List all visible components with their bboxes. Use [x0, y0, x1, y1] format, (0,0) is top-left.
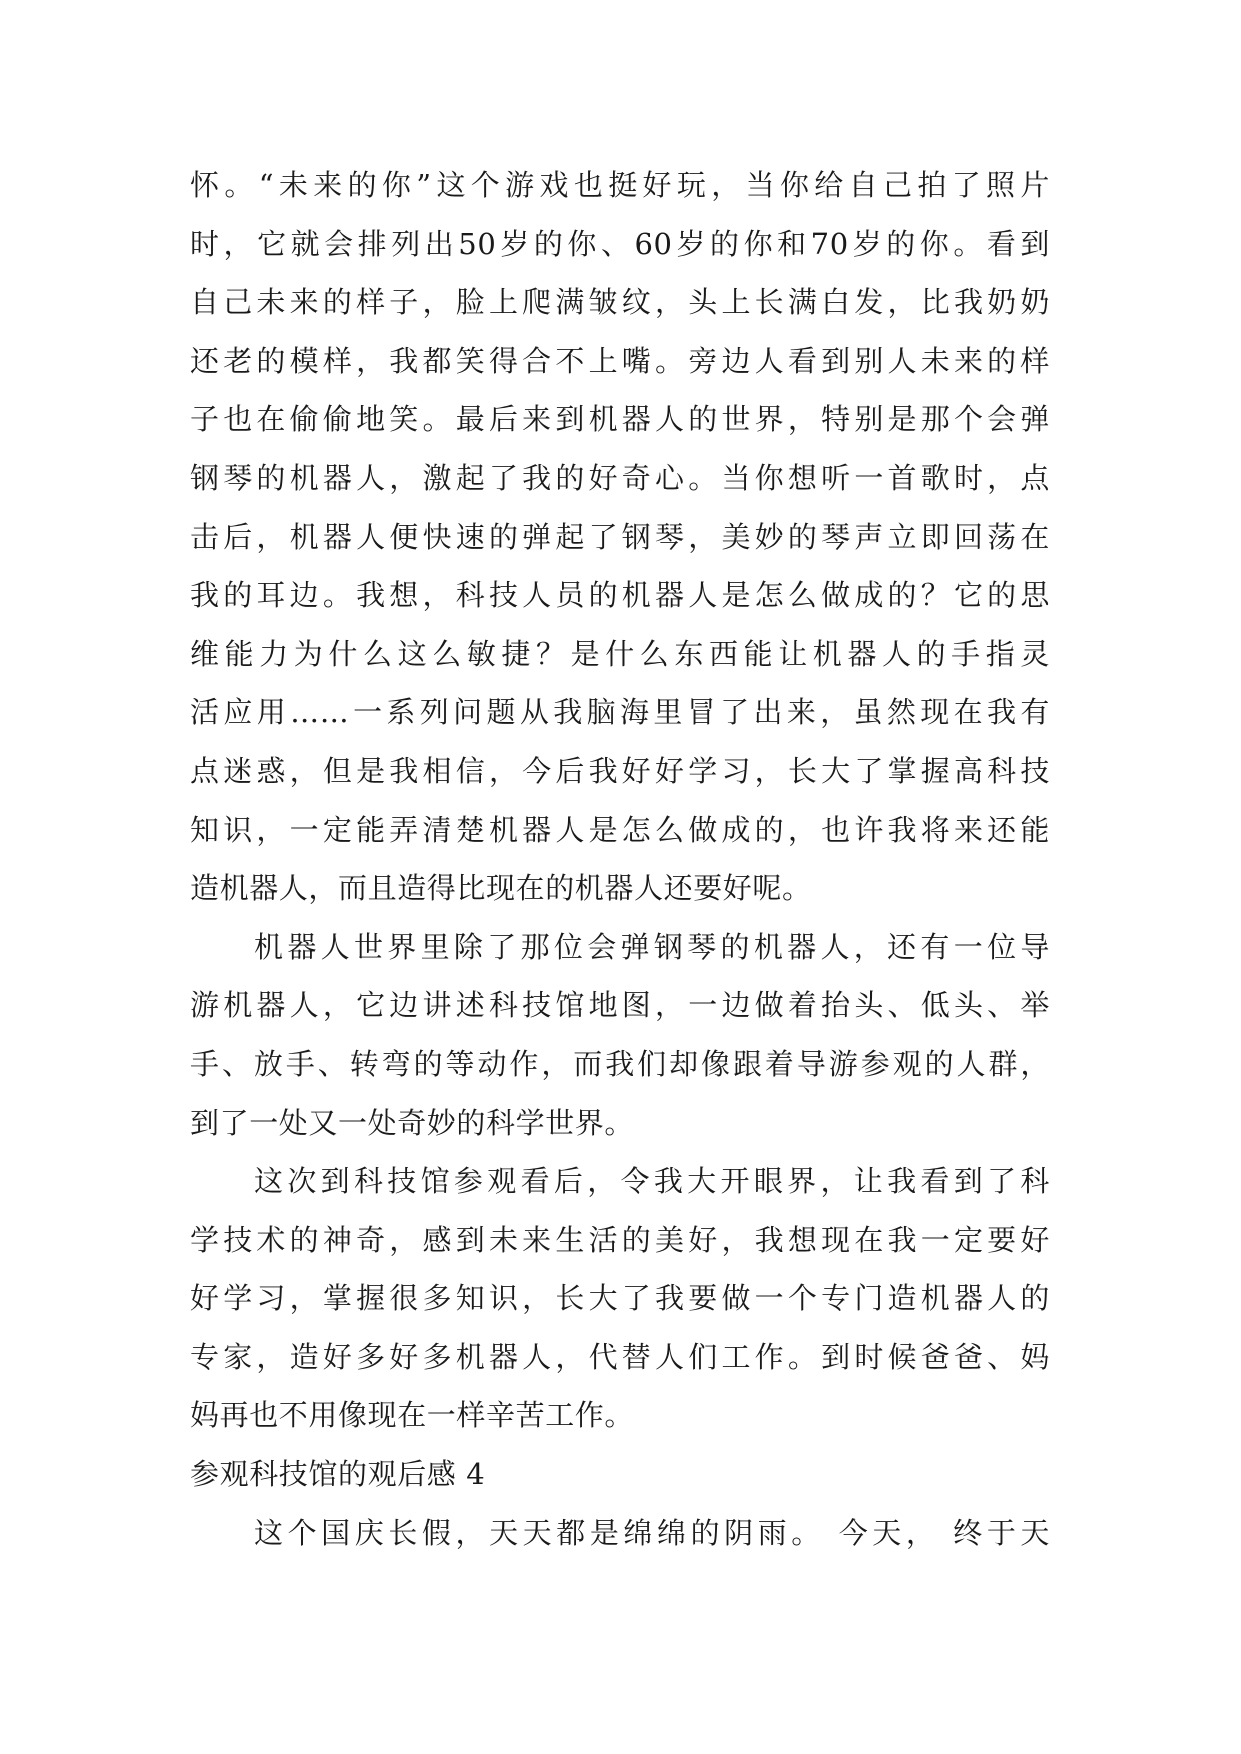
- text-line: 知识，一定能弄清楚机器人是怎么做成的，也许我将来还能: [190, 812, 1050, 847]
- text-line: 手、放手、转弯的等动作，而我们却像跟着导游参观的人群，: [190, 1046, 1050, 1081]
- text-line: 自己未来的样子，脸上爬满皱纹，头上长满白发，比我奶奶: [190, 285, 1050, 320]
- paragraph: [190, 156, 1050, 918]
- section-heading: 参观科技馆的观后感 4: [190, 1457, 486, 1492]
- text-line: 学技术的神奇，感到未来生活的美好，我想现在我一定要好: [190, 1222, 1050, 1257]
- text-line: 妈再也不用像现在一样辛苦工作。: [190, 1398, 635, 1433]
- text-line: 到了一处又一处奇妙的科学世界。: [190, 1105, 635, 1140]
- paragraph: [190, 1152, 1050, 1445]
- text-line: 造机器人，而且造得比现在的机器人还要好呢。: [190, 871, 812, 906]
- text-line: 怀。“未来的你”这个游戏也挺好玩，当你给自己拍了照片: [190, 168, 1050, 202]
- text-line: 这个国庆长假，天天都是绵绵的阴雨。 今天， 终于天: [254, 1515, 1050, 1550]
- text-line: 好学习，掌握很多知识，长大了我要做一个专门造机器人的: [190, 1281, 1050, 1316]
- text-line: 专家，造好多好多机器人，代替人们工作。到时候爸爸、妈: [190, 1339, 1050, 1374]
- text-line: 活应用……一系列问题从我脑海里冒了出来，虽然现在我有: [190, 695, 1050, 730]
- paragraph: [190, 918, 1050, 1152]
- text-line: 维能力为什么这么敏捷？是什么东西能让机器人的手指灵: [190, 636, 1050, 671]
- text-line: 游机器人，它边讲述科技馆地图，一边做着抬头、低头、举: [190, 988, 1050, 1023]
- text-line: 子也在偷偷地笑。最后来到机器人的世界，特别是那个会弹: [190, 402, 1050, 437]
- text-line: 时，它就会排列出50岁的你、60岁的你和70岁的你。看到: [190, 226, 1050, 261]
- text-line: 点迷惑，但是我相信，今后我好好学习，长大了掌握高科技: [190, 753, 1050, 788]
- document-body: [190, 156, 1050, 1562]
- text-line: 击后，机器人便快速的弹起了钢琴，美妙的琴声立即回荡在: [190, 519, 1050, 554]
- text-line: 机器人世界里除了那位会弹钢琴的机器人，还有一位导: [254, 929, 1050, 964]
- text-line: 还老的模样，我都笑得合不上嘴。旁边人看到别人未来的样: [190, 343, 1050, 378]
- text-line: 这次到科技馆参观看后，令我大开眼界，让我看到了科: [254, 1164, 1050, 1199]
- text-line: 钢琴的机器人，激起了我的好奇心。当你想听一首歌时，点: [190, 460, 1050, 495]
- text-line: 我的耳边。我想，科技人员的机器人是怎么做成的？它的思: [190, 578, 1050, 613]
